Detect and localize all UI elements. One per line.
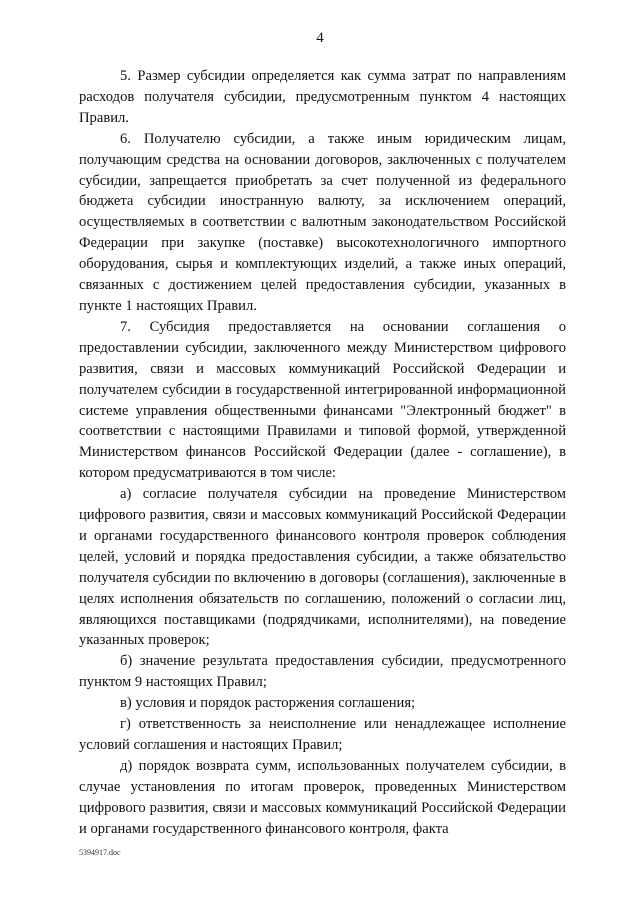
paragraph-7d: д) порядок возврата сумм, использованных получателем субсидии, в случае установления по итогам проверок, проведенных Министерством цифрового развития, связи и массовых коммуникаций Российской Федерации и органами государственного финансового контроля, факта: [79, 757, 566, 837]
paragraph-7a: а) согласие получателя субсидии на проведение Министерством цифрового развития, связи и массовых коммуникаций Российской Федерации и органами государственного финансового контроля проверок соблюдения целей, условий и порядка предоставления субсидии, а также обязательство получателя субсидии по включению в договоры (соглашения), заключенные в целях исполнения обязательств по соглашению, положений о согласии лиц, являющихся поставщиками (подрядчиками, исполнителями), на поведение указанных проверок;: [79, 486, 566, 649]
paragraph-7b: б) значение результата предоставления субсидии, предусмотренного пунктом 9 настоящих Правил;: [79, 653, 566, 691]
paragraph-7v: в) условия и порядок расторжения соглашения;: [120, 695, 416, 712]
document-body: [79, 66, 566, 840]
paragraph-6: 6. Получателю субсидии, а также иным юридическим лицам, получающим средства на основании договоров, заключенных с получателем субсидии, запрещается приобретать за счет полученной из федерального бюджета субсидии иностранную валюту, за исключением операций, осуществляемых в соответствии с валютным законодательством Российской Федерации при закупке (поставке) высокотехнологичного импортного оборудования, сырья и комплектующих изделий, а также иных операций, связанных с достижением целей предоставления субсидии, указанных в пункте 1 настоящих Правил.: [79, 130, 566, 314]
paragraph-5: 5. Размер субсидии определяется как сумма затрат по направлениям расходов получателя субсидии, предусмотренным пунктом 4 настоящих Правил.: [79, 68, 566, 126]
paragraph-7g: г) ответственность за неисполнение или ненадлежащее исполнение условий соглашения и настоящих Правил;: [79, 716, 566, 753]
document-footer-filename: 5394917.doc: [79, 848, 121, 857]
page-number: 4: [316, 30, 324, 46]
paragraph-7: 7. Субсидия предоставляется на основании соглашения о предоставлении субсидии, заключенного между Министерством цифрового развития, связи и массовых коммуникаций Российской Федерации и получателем субсидии в государственной интегрированной информационной системе управления общественными финансами "Электронный бюджет" в соответствии с настоящими Правилами и типовой формой, утвержденной Министерством финансов Российской Федерации (далее - соглашение), в котором предусматриваются в том числе:: [79, 318, 566, 482]
